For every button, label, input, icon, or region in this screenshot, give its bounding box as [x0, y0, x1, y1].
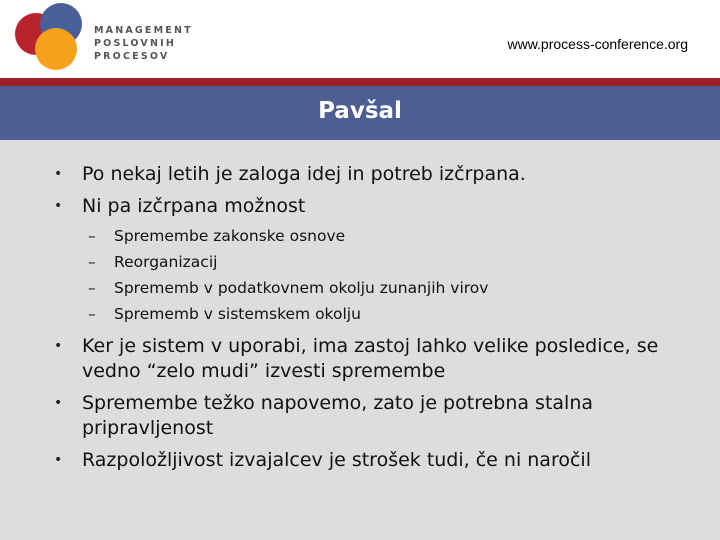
bullet-text: Po nekaj letih je zaloga idej in potreb izčrpana. [82, 163, 526, 185]
bullet-item [54, 334, 694, 384]
bullet-text: Razpoložljivost izvajalcev je strošek tudi, če ni naročil [82, 449, 591, 471]
logo-line-2: POSLOVNIH [94, 38, 177, 49]
logo-line-3: PROCESOV [94, 51, 170, 62]
sub-bullet-item: – Spremembe zakonske osnove [82, 223, 694, 249]
slide-title: Pavšal [318, 98, 402, 124]
logo-orange-circle [35, 28, 77, 70]
title-band [0, 78, 720, 140]
bullet-item [54, 162, 694, 187]
logo-circles-icon [12, 2, 87, 72]
bullet-text: Ni pa izčrpana možnost [82, 195, 306, 217]
bullet-item [54, 391, 694, 441]
bullet-item [54, 448, 694, 473]
logo-line-1: MANAGEMENT [94, 25, 193, 36]
bullet-text: Ker je sistem v uporabi, ima zastoj lahko velike posledice, se vedno “zelo mudi” izvesti spremembe [82, 335, 659, 382]
sub-bullet-item: – Sprememb v podatkovnem okolju zunanjih virov [82, 275, 694, 301]
logo-text [94, 24, 193, 63]
bullet-text: Spremembe težko napovemo, zato je potrebna stalna pripravljenost [82, 392, 594, 439]
slide-content [0, 140, 720, 540]
sub-bullet-list [82, 223, 694, 327]
sub-bullet-item: – Sprememb v sistemskem okolju [82, 301, 694, 327]
sub-bullet-item: – Reorganizacij [82, 249, 694, 275]
bullet-list [54, 162, 694, 480]
conference-logo [12, 2, 192, 72]
conference-url[interactable]: www.process-conference.org [507, 36, 688, 52]
bullet-item [54, 194, 694, 327]
slide-header [0, 0, 720, 78]
